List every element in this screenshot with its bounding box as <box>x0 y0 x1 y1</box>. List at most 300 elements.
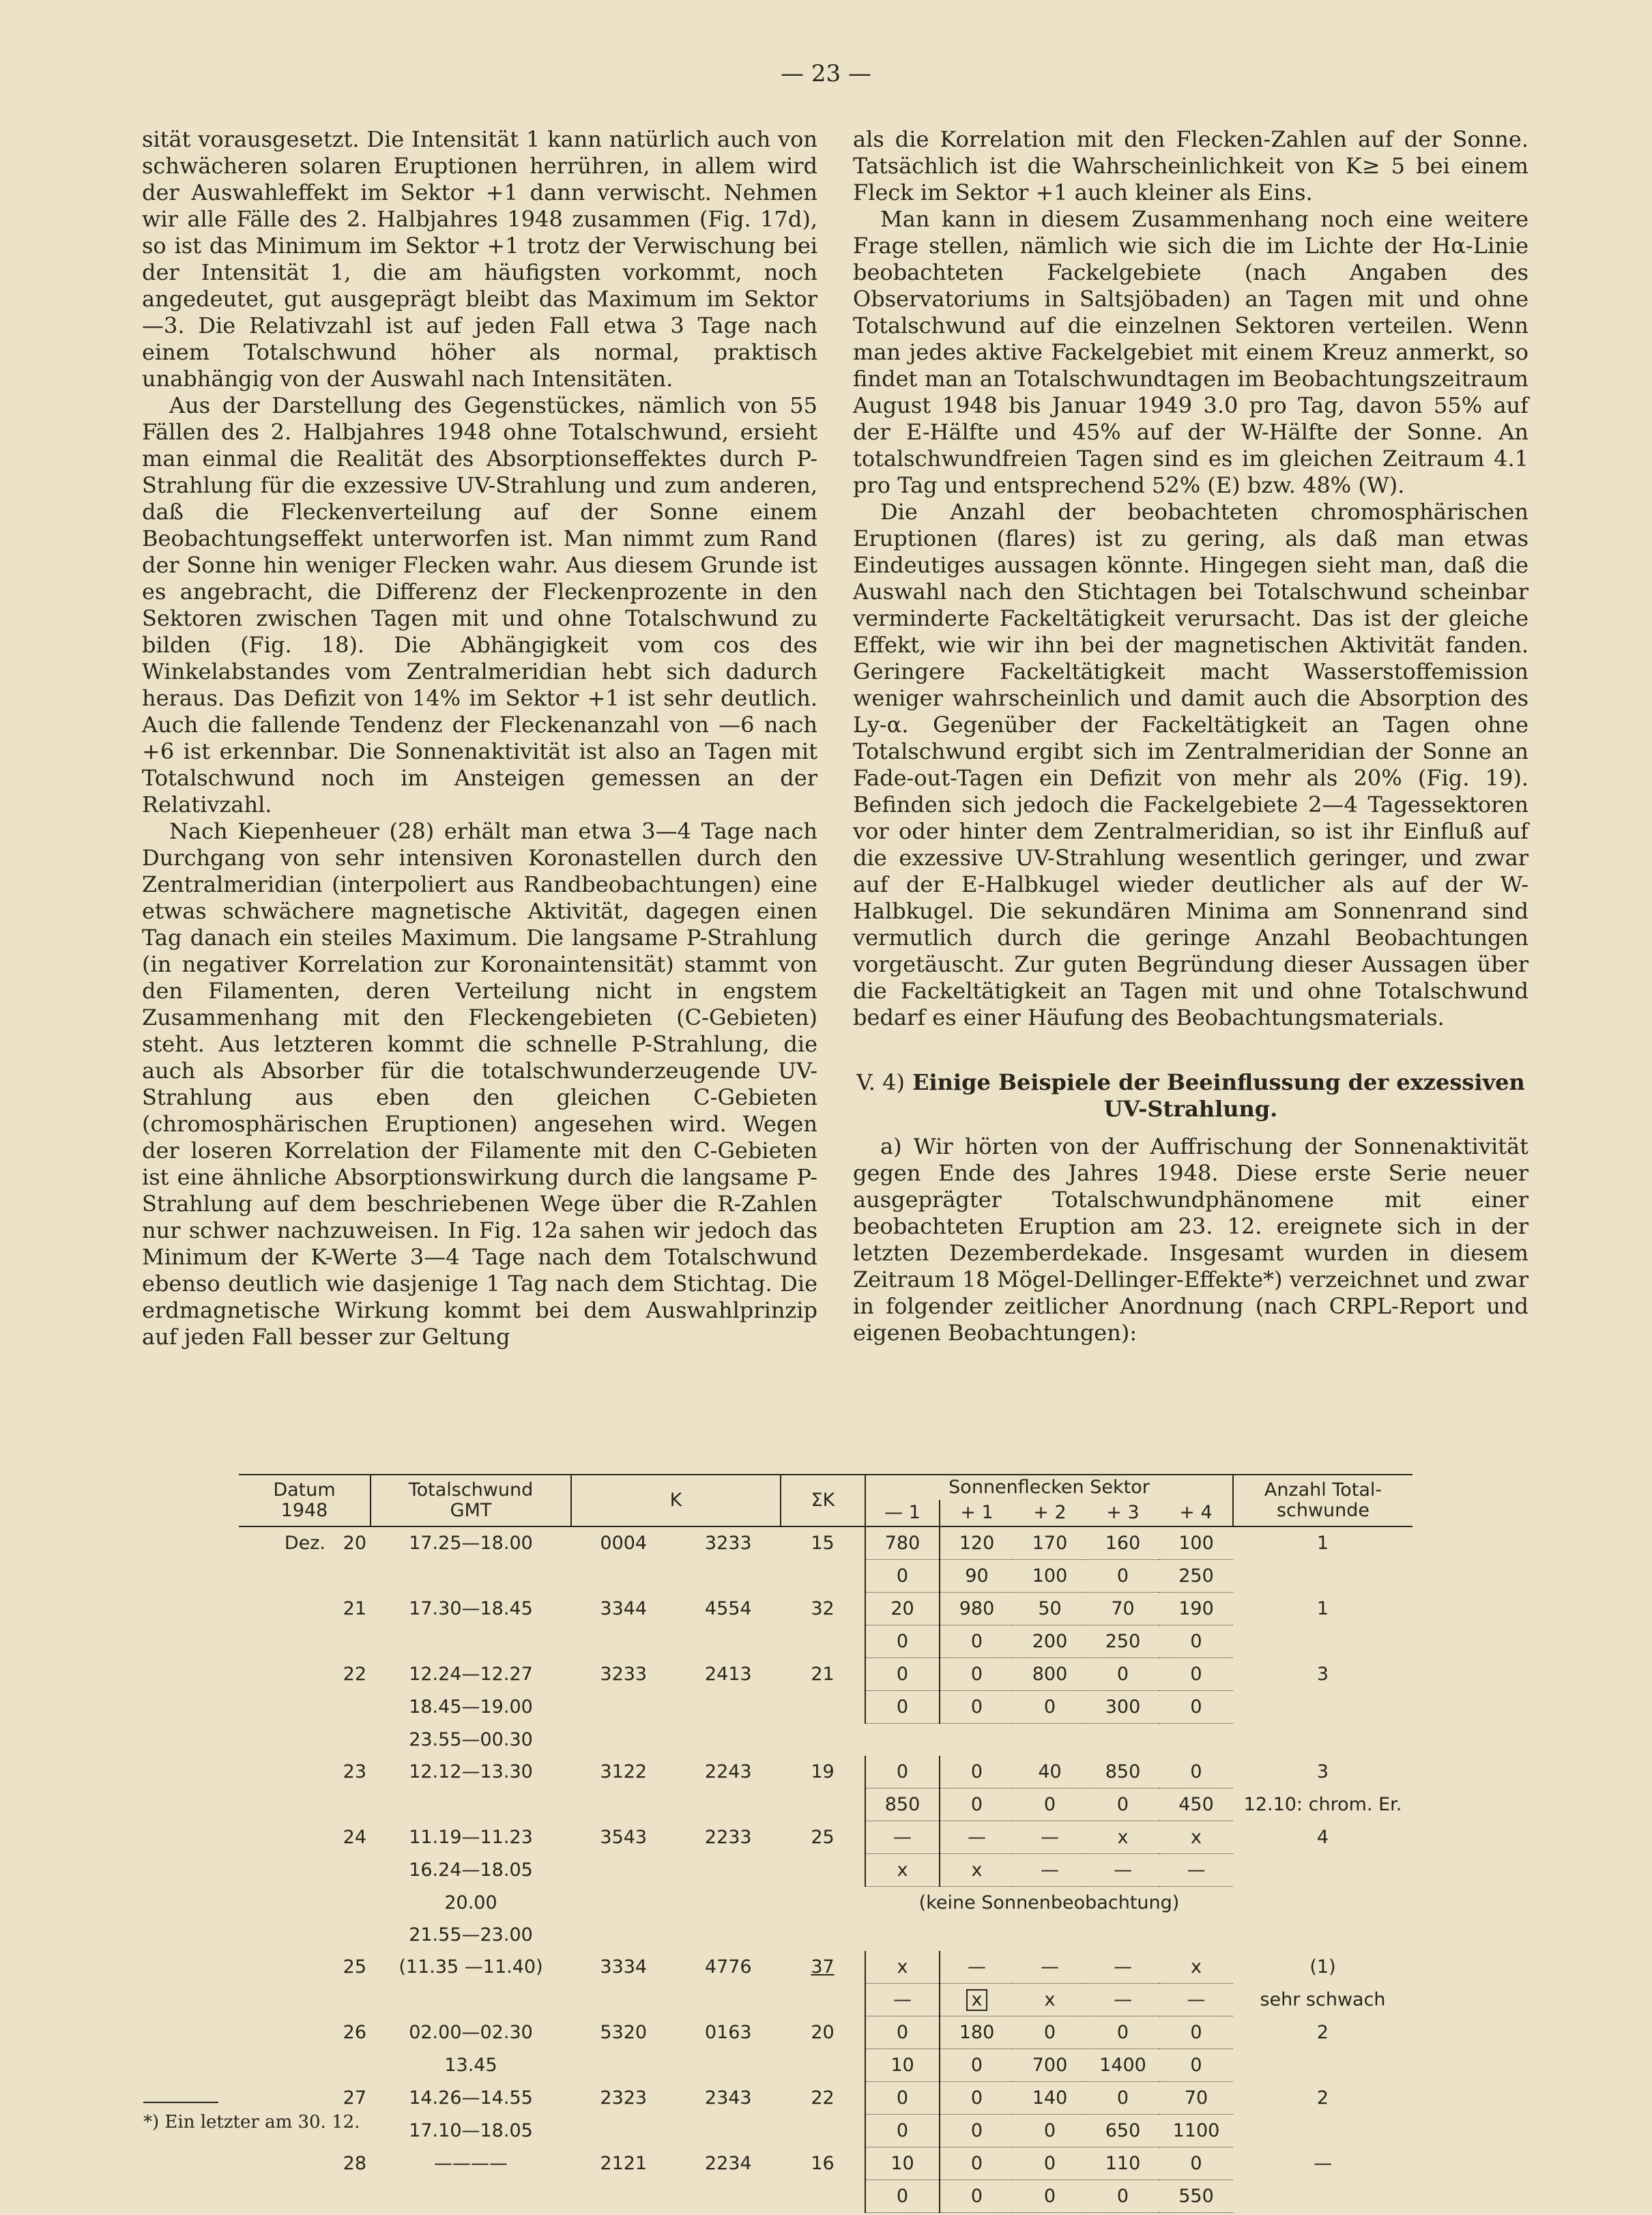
sector-value: 0 <box>970 2055 983 2076</box>
anzahl-cell: 3 <box>1316 1761 1329 1783</box>
sector-cell <box>1159 1756 1233 1789</box>
sector-value: 300 <box>1105 1696 1141 1718</box>
sum-k-cell <box>781 1919 865 1951</box>
sector-value: 0 <box>1190 2022 1202 2043</box>
k-cell: 3122 <box>600 1761 648 1783</box>
anzahl-cell <box>1233 1724 1412 1756</box>
col-header-sector: + 4 <box>1159 1500 1233 1526</box>
sector-value: 1100 <box>1172 2120 1220 2141</box>
sector-value: 0 <box>970 1696 983 1718</box>
paragraph: sität vorausgesetzt. Die Intensität 1 kann natürlich auch von schwächeren solaren Eruptionen herrühren, in allem wird der Auswahleffekt im Sektor +1 dann verwischt. Nehmen wir alle Fälle des 2. Halbjahres 1948 zusammen (Fig. 17d), so ist das Minimum im Sektor +1 trotz der Verwischung bei der Intensität 1, die am häufigsten vorkommt, noch angedeutet, gut ausgeprägt bleibt das Maximum im Sektor —3. Die Relativzahl ist auf jeden Fall etwa 3 Tage nach einem Totalschwund höher als normal, praktisch unabhängig von der Auswahl nach Intensitäten. <box>142 126 817 392</box>
k-cell <box>571 1887 676 1920</box>
sector-cell <box>1159 1593 1233 1625</box>
sector-value: 0 <box>896 2087 909 2109</box>
sector-cell <box>1086 1789 1159 1821</box>
sector-value: 0 <box>1116 1565 1129 1587</box>
anzahl-note-cell <box>1233 1854 1412 1887</box>
k-cell <box>676 1854 781 1887</box>
sector-cell <box>940 1854 1013 1887</box>
table-row <box>239 1625 1412 1658</box>
time-cell: ———— <box>434 2153 508 2174</box>
date-cell <box>239 1691 371 1724</box>
k-cell: 2243 <box>704 1761 752 1783</box>
sector-cell <box>865 1593 940 1625</box>
sector-value: 0 <box>896 1696 909 1718</box>
anzahl-note-cell <box>1233 1691 1412 1724</box>
anzahl-cell: 1 <box>1316 1598 1329 1619</box>
k-cell <box>571 1560 676 1593</box>
time-cell: 11.19—11.23 <box>409 1827 533 1848</box>
sector-value: x <box>897 1956 908 1978</box>
sector-cell <box>1159 1625 1233 1658</box>
sector-cell <box>865 1919 1233 1951</box>
sector-cell <box>865 1625 940 1658</box>
anzahl-cell: 2 <box>1316 2087 1329 2109</box>
date-cell <box>239 1887 371 1920</box>
time-cell: 17.25—18.00 <box>409 1533 533 1554</box>
date-cell <box>239 1593 371 1625</box>
sector-cell <box>1086 2082 1159 2115</box>
sector-cell <box>940 2082 1013 2115</box>
sector-cell <box>1159 1691 1233 1724</box>
sector-cell <box>1086 2016 1159 2049</box>
sector-cell <box>1013 1951 1086 1984</box>
sector-cell <box>1159 1821 1233 1854</box>
sector-cell <box>1013 1756 1086 1789</box>
sector-cell <box>1159 2082 1233 2115</box>
sector-value: 200 <box>1032 1631 1068 1652</box>
date-cell <box>239 2016 371 2049</box>
sector-value: — <box>1187 1989 1206 2010</box>
sector-cell <box>1086 2115 1159 2147</box>
k-cell <box>571 2180 676 2213</box>
sector-value: 190 <box>1178 1598 1214 1619</box>
sector-cell <box>940 1756 1013 1789</box>
time-cell: 21.55—23.00 <box>409 1924 533 1945</box>
sector-value: 0 <box>896 2120 909 2141</box>
table-row <box>239 2016 1412 2049</box>
sector-cell <box>1013 2016 1086 2049</box>
sector-value: 180 <box>959 2022 995 2043</box>
date-day: 24 <box>343 1827 366 1848</box>
sector-value: x <box>1044 1989 1056 2010</box>
section-number: V. 4) <box>856 1069 905 1095</box>
sector-cell <box>940 1691 1013 1724</box>
table-row <box>239 1658 1412 1691</box>
sector-value: 0 <box>896 1664 909 1685</box>
k-cell <box>676 2049 781 2082</box>
sector-value: 0 <box>970 1761 983 1782</box>
date-day: 27 <box>343 2087 366 2109</box>
date-cell <box>239 1756 371 1789</box>
sector-cell <box>865 1789 940 1821</box>
table-row <box>239 1724 1412 1756</box>
sector-cell <box>865 2180 940 2213</box>
date-cell <box>239 2082 371 2115</box>
time-cell: (11.35 —11.40) <box>398 1956 543 1978</box>
time-cell: 02.00—02.30 <box>409 2022 533 2043</box>
time-cell <box>371 1625 571 1658</box>
sector-value: 0 <box>1116 1664 1129 1685</box>
sector-value: x <box>1117 1827 1129 1848</box>
sector-cell <box>865 1854 940 1887</box>
sum-k-cell <box>781 1691 865 1724</box>
sum-k-cell: 37 <box>811 1956 835 1978</box>
left-column <box>142 126 817 1350</box>
sum-k-cell <box>781 2180 865 2213</box>
k-cell <box>571 1789 676 1821</box>
col-header-sum-k: ΣK <box>781 1475 865 1526</box>
date-cell <box>239 1854 371 1887</box>
sector-cell <box>940 1951 1013 1984</box>
sector-cell <box>1013 1593 1086 1625</box>
sector-cell <box>1086 2147 1159 2180</box>
k-cell <box>571 1984 676 2016</box>
time-cell: 17.30—18.45 <box>409 1598 533 1619</box>
sector-cell <box>940 1625 1013 1658</box>
sector-cell <box>940 1789 1013 1821</box>
sector-cell <box>865 1724 1233 1756</box>
table-row <box>239 2180 1412 2213</box>
sector-cell <box>1159 1658 1233 1691</box>
sector-value: 70 <box>1184 2087 1208 2109</box>
date-day: 21 <box>343 1598 366 1619</box>
sector-cell <box>1013 1560 1086 1593</box>
col-header-anzahl: Anzahl Total- schwunde <box>1233 1475 1412 1526</box>
k-cell: 3233 <box>704 1533 752 1554</box>
data-table <box>239 1474 1412 2213</box>
sector-cell <box>1086 2049 1159 2082</box>
k-cell: 0163 <box>704 2022 752 2043</box>
sector-value: x <box>966 1989 988 2011</box>
sector-value: 0 <box>970 1794 983 1815</box>
date-cell <box>239 2180 371 2213</box>
paragraph: Nach Kiepenheuer (28) erhält man etwa 3—4 Tage nach Durchgang von sehr intensiven Koronastellen durch den Zentralmeridian (interpoliert aus Randbeobachtungen) eine etwas schwächere magnetische Aktivität, dagegen einen Tag danach ein steiles Maximum. Die langsame P-Strahlung (in negativer Korrelation zur Koronaintensität) stammt von den Filamenten, deren Verteilung nicht in engstem Zusammenhang mit den Fleckengebieten (C-Gebieten) steht. Aus letzteren kommt die schnelle P-Strahlung, die auch als Absorber für die totalschwunderzeugende UV-Strahlung aus eben den gleichen C-Gebieten (chromosphärischen Eruptionen) angesehen wird. Wegen der loseren Korrelation der Filamente mit den C-Gebieten ist eine ähnliche Absorptionswirkung durch die langsame P-Strahlung auf dem beschriebenen Wege über die R-Zahlen nur schwer nachzuweisen. In Fig. 12a sahen wir jedoch das Minimum der K-Werte 3—4 Tage nach dem Totalschwund ebenso deutlich wie dasjenige 1 Tag nach dem Stichtag. Die erdmagnetische Wirkung kommt bei dem Auswahlprinzip auf jeden Fall besser zur Geltung <box>142 818 817 1350</box>
anzahl-cell <box>1233 1919 1412 1951</box>
sector-cell <box>1159 2115 1233 2147</box>
sector-cell <box>1013 1854 1086 1887</box>
col-header-datum: Datum 1948 <box>239 1475 371 1526</box>
col-header-sector: + 2 <box>1013 1500 1086 1526</box>
anzahl-note-cell: sehr schwach <box>1260 1989 1386 2010</box>
time-cell: 20.00 <box>444 1892 497 1913</box>
sector-value: 0 <box>1043 1794 1056 1815</box>
sector-value: 800 <box>1032 1664 1068 1685</box>
sector-value: 0 <box>1043 1696 1056 1718</box>
anzahl-note-cell <box>1233 2180 1412 2213</box>
anzahl-note-cell <box>1233 1625 1412 1658</box>
sector-cell <box>1159 1984 1233 2016</box>
sector-cell <box>865 2147 940 2180</box>
sector-value: 780 <box>884 1533 921 1554</box>
anzahl-cell: 1 <box>1316 1533 1329 1554</box>
sector-value: 550 <box>1178 2186 1214 2207</box>
sector-value: 140 <box>1032 2087 1068 2109</box>
anzahl-cell: 3 <box>1316 1664 1329 1685</box>
col-header-sector: — 1 <box>865 1500 940 1526</box>
k-cell: 2121 <box>600 2153 648 2174</box>
sector-cell <box>1013 2147 1086 2180</box>
k-cell <box>571 1724 676 1756</box>
col-header-sonnenflecken: Sonnenflecken Sektor <box>865 1475 1233 1500</box>
table-row <box>239 1593 1412 1625</box>
table-row <box>239 1560 1412 1593</box>
sector-cell <box>1159 1789 1233 1821</box>
sector-value: 0 <box>1190 2055 1202 2076</box>
sum-k-cell: 21 <box>811 1664 835 1685</box>
sector-value: 100 <box>1178 1533 1214 1554</box>
sector-value: 0 <box>1190 2153 1202 2174</box>
sector-cell <box>1086 1691 1159 1724</box>
sector-cell <box>940 2049 1013 2082</box>
sector-value: — <box>968 1827 986 1848</box>
sector-value: 170 <box>1032 1533 1068 1554</box>
sector-cell <box>1159 1560 1233 1593</box>
time-cell <box>371 1984 571 2016</box>
sector-value: — <box>1114 1859 1132 1881</box>
sector-cell <box>940 1593 1013 1625</box>
time-cell: 12.24—12.27 <box>409 1664 533 1685</box>
time-cell <box>371 1789 571 1821</box>
sector-value: 20 <box>890 1598 914 1619</box>
date-cell <box>239 1724 371 1756</box>
date-day: 20 <box>343 1533 366 1554</box>
time-cell: 17.10—18.05 <box>409 2120 533 2141</box>
sector-cell <box>1013 2049 1086 2082</box>
date-cell <box>239 1919 371 1951</box>
k-cell: 0004 <box>600 1533 648 1554</box>
sector-value: 0 <box>1043 2120 1056 2141</box>
sector-value: 0 <box>970 2153 983 2174</box>
sector-cell <box>1013 2082 1086 2115</box>
sector-value: 0 <box>896 2022 909 2043</box>
sector-value: 0 <box>896 1565 909 1587</box>
sector-cell <box>1159 1526 1233 1560</box>
sector-value: 0 <box>896 1631 909 1652</box>
sector-cell <box>865 2049 940 2082</box>
right-column <box>853 126 1528 1346</box>
sector-cell <box>1086 1526 1159 1560</box>
sector-cell <box>1013 2180 1086 2213</box>
k-cell: 3543 <box>600 1827 648 1848</box>
date-cell <box>239 1526 371 1560</box>
section-title: Einige Beispiele der Beeinflussung der exzessiven UV-Strahlung. <box>912 1069 1525 1122</box>
sector-cell <box>1086 1756 1159 1789</box>
date-cell <box>239 1984 371 2016</box>
table-row <box>239 1887 1412 1920</box>
k-cell: 5320 <box>600 2022 648 2043</box>
k-cell: 3344 <box>600 1598 648 1619</box>
sector-value: 980 <box>959 1598 995 1619</box>
table-row <box>239 1951 1412 1984</box>
anzahl-note-cell <box>1233 2115 1412 2147</box>
sector-cell <box>940 1560 1013 1593</box>
time-cell <box>371 1560 571 1593</box>
sector-value: 0 <box>896 1761 909 1782</box>
sector-cell <box>1013 2115 1086 2147</box>
sector-value: — <box>893 1989 912 2010</box>
k-cell <box>571 1919 676 1951</box>
sector-value: 40 <box>1038 1761 1062 1782</box>
sector-cell <box>1086 1625 1159 1658</box>
footnote-rule <box>143 2102 218 2103</box>
k-cell: 4554 <box>704 1598 752 1619</box>
sum-k-cell <box>781 2115 865 2147</box>
date-cell <box>239 2049 371 2082</box>
sector-value: 0 <box>970 2186 983 2207</box>
sector-value: 50 <box>1038 1598 1062 1619</box>
sector-cell <box>865 1756 940 1789</box>
sector-value: 0 <box>1043 2022 1056 2043</box>
sector-value: — <box>1041 1859 1059 1881</box>
sector-cell <box>865 2082 940 2115</box>
table-row <box>239 1691 1412 1724</box>
k-cell <box>676 2180 781 2213</box>
table-row <box>239 2147 1412 2180</box>
sector-value: 70 <box>1111 1598 1135 1619</box>
date-cell <box>239 1658 371 1691</box>
sum-k-cell: 16 <box>811 2153 835 2174</box>
sector-cell <box>940 2147 1013 2180</box>
date-cell <box>239 2147 371 2180</box>
sector-value: — <box>1187 1859 1206 1881</box>
k-cell: 2234 <box>704 2153 752 2174</box>
sector-value: 0 <box>970 2087 983 2109</box>
sector-value: x <box>1191 1827 1202 1848</box>
sector-cell <box>1086 1951 1159 1984</box>
sector-value: 850 <box>884 1794 921 1815</box>
sector-cell <box>1086 1854 1159 1887</box>
sector-cell <box>1013 1625 1086 1658</box>
date-day: 28 <box>343 2153 366 2174</box>
time-cell <box>371 2180 571 2213</box>
date-month: Dez. <box>284 1533 325 1554</box>
sum-k-cell <box>781 1560 865 1593</box>
sector-value: — <box>968 1956 986 1978</box>
anzahl-note-cell <box>1233 1560 1412 1593</box>
sum-k-cell: 20 <box>811 2022 835 2043</box>
sum-k-cell <box>781 2049 865 2082</box>
sector-value: — <box>1114 1989 1132 2010</box>
sector-value: 0 <box>1190 1761 1202 1782</box>
sector-value: x <box>897 1859 908 1881</box>
sector-value: 0 <box>1043 2186 1056 2207</box>
sector-cell <box>865 1984 940 2016</box>
sector-value: 0 <box>1190 1664 1202 1685</box>
sector-cell <box>1086 1560 1159 1593</box>
sector-value: 0 <box>1116 1794 1129 1815</box>
table-row <box>239 2082 1412 2115</box>
sector-cell <box>940 1526 1013 1560</box>
sector-cell <box>1013 1658 1086 1691</box>
sector-value: — <box>1041 1827 1059 1848</box>
sector-value: 10 <box>890 2153 914 2174</box>
sum-k-cell: 25 <box>811 1827 835 1848</box>
sector-cell <box>940 1821 1013 1854</box>
sector-cell <box>940 2016 1013 2049</box>
sector-cell <box>1159 1951 1233 1984</box>
date-cell <box>239 1821 371 1854</box>
k-cell: 2323 <box>600 2087 648 2109</box>
table-row <box>239 1854 1412 1887</box>
sector-cell <box>1086 1821 1159 1854</box>
paragraph: als die Korrelation mit den Flecken-Zahlen auf der Sonne. Tatsächlich ist die Wahrscheinlichkeit von K≥ 5 bei einem Fleck im Sektor +1 auch kleiner als Eins. <box>853 126 1528 205</box>
paragraph: Man kann in diesem Zusammenhang noch eine weitere Frage stellen, nämlich wie sich die im Lichte der Hα-Linie beobachteten Fackelgebiete (nach Angaben des Observatoriums in Saltsjöbaden) an Tagen mit und ohne Totalschwund auf die einzelnen Sektoren verteilen. Wenn man jedes aktive Fackelgebiet mit einem Kreuz anmerkt, so findet man an Totalschwundtagen im Beobachtungszeitraum August 1948 bis Januar 1949 3.0 pro Tag, davon 55% auf der E-Hälfte und 45% auf der W-Hälfte der Sonne. An totalschwundfreien Tagen sind es im gleichen Zeitraum 4.1 pro Tag und entsprechend 52% (E) bzw. 48% (W). <box>853 206 1528 498</box>
sector-cell <box>865 1658 940 1691</box>
k-cell: 2233 <box>704 1827 752 1848</box>
sector-cell <box>1159 2049 1233 2082</box>
sector-value: 450 <box>1178 1794 1214 1815</box>
sector-value: 700 <box>1032 2055 1068 2076</box>
time-cell: 13.45 <box>444 2055 497 2076</box>
table-row <box>239 1756 1412 1789</box>
section-heading <box>853 1069 1528 1123</box>
sector-value: 1400 <box>1099 2055 1146 2076</box>
sector-value: 90 <box>965 1565 989 1587</box>
sum-k-cell: 32 <box>811 1598 835 1619</box>
sector-value: 250 <box>1105 1631 1141 1652</box>
time-cell: 12.12—13.30 <box>409 1761 533 1783</box>
sum-k-cell <box>781 1854 865 1887</box>
table-row <box>239 2115 1412 2147</box>
time-cell: 23.55—00.30 <box>409 1728 533 1750</box>
sector-cell <box>865 2016 940 2049</box>
table-row <box>239 1821 1412 1854</box>
date-cell <box>239 1625 371 1658</box>
time-cell: 18.45—19.00 <box>409 1696 533 1718</box>
table-row <box>239 1984 1412 2016</box>
sector-cell <box>1013 1821 1086 1854</box>
sector-cell <box>1086 1658 1159 1691</box>
sector-cell <box>1086 1984 1159 2016</box>
k-cell <box>571 2115 676 2147</box>
k-cell <box>676 1887 781 1920</box>
sector-cell <box>940 1984 1013 2016</box>
sum-k-cell: 22 <box>811 2087 835 2109</box>
sector-cell <box>1159 2147 1233 2180</box>
anzahl-cell: 2 <box>1316 2022 1329 2043</box>
sum-k-cell: 15 <box>811 1533 835 1554</box>
sector-cell <box>1159 2180 1233 2213</box>
date-day: 26 <box>343 2022 366 2043</box>
anzahl-cell: (1) <box>1309 1956 1336 1978</box>
sector-value: 0 <box>1116 2186 1129 2207</box>
k-cell <box>676 1625 781 1658</box>
sector-value: 0 <box>1043 2153 1056 2174</box>
sector-value: 0 <box>1190 1696 1202 1718</box>
col-header-totalschwund: Totalschwund GMT <box>371 1475 571 1526</box>
sum-k-cell <box>781 1789 865 1821</box>
k-cell <box>676 1919 781 1951</box>
k-cell: 2413 <box>704 1664 752 1685</box>
table-row <box>239 1789 1412 1821</box>
k-cell: 2343 <box>704 2087 752 2109</box>
sector-cell <box>1159 1854 1233 1887</box>
date-day: 22 <box>343 1664 366 1685</box>
k-cell <box>571 2049 676 2082</box>
sector-value: 850 <box>1105 1761 1141 1782</box>
page-number: — 23 — <box>781 60 871 87</box>
sum-k-cell: 19 <box>811 1761 835 1783</box>
sector-value: 0 <box>1116 2022 1129 2043</box>
footnote: *) Ein letzter am 30. 12. <box>143 2112 360 2132</box>
table-row <box>239 2049 1412 2082</box>
sector-value: 0 <box>970 1664 983 1685</box>
sector-value: 10 <box>890 2055 914 2076</box>
table-row <box>239 1919 1412 1951</box>
date-cell <box>239 1951 371 1984</box>
sum-k-cell <box>781 1887 865 1920</box>
